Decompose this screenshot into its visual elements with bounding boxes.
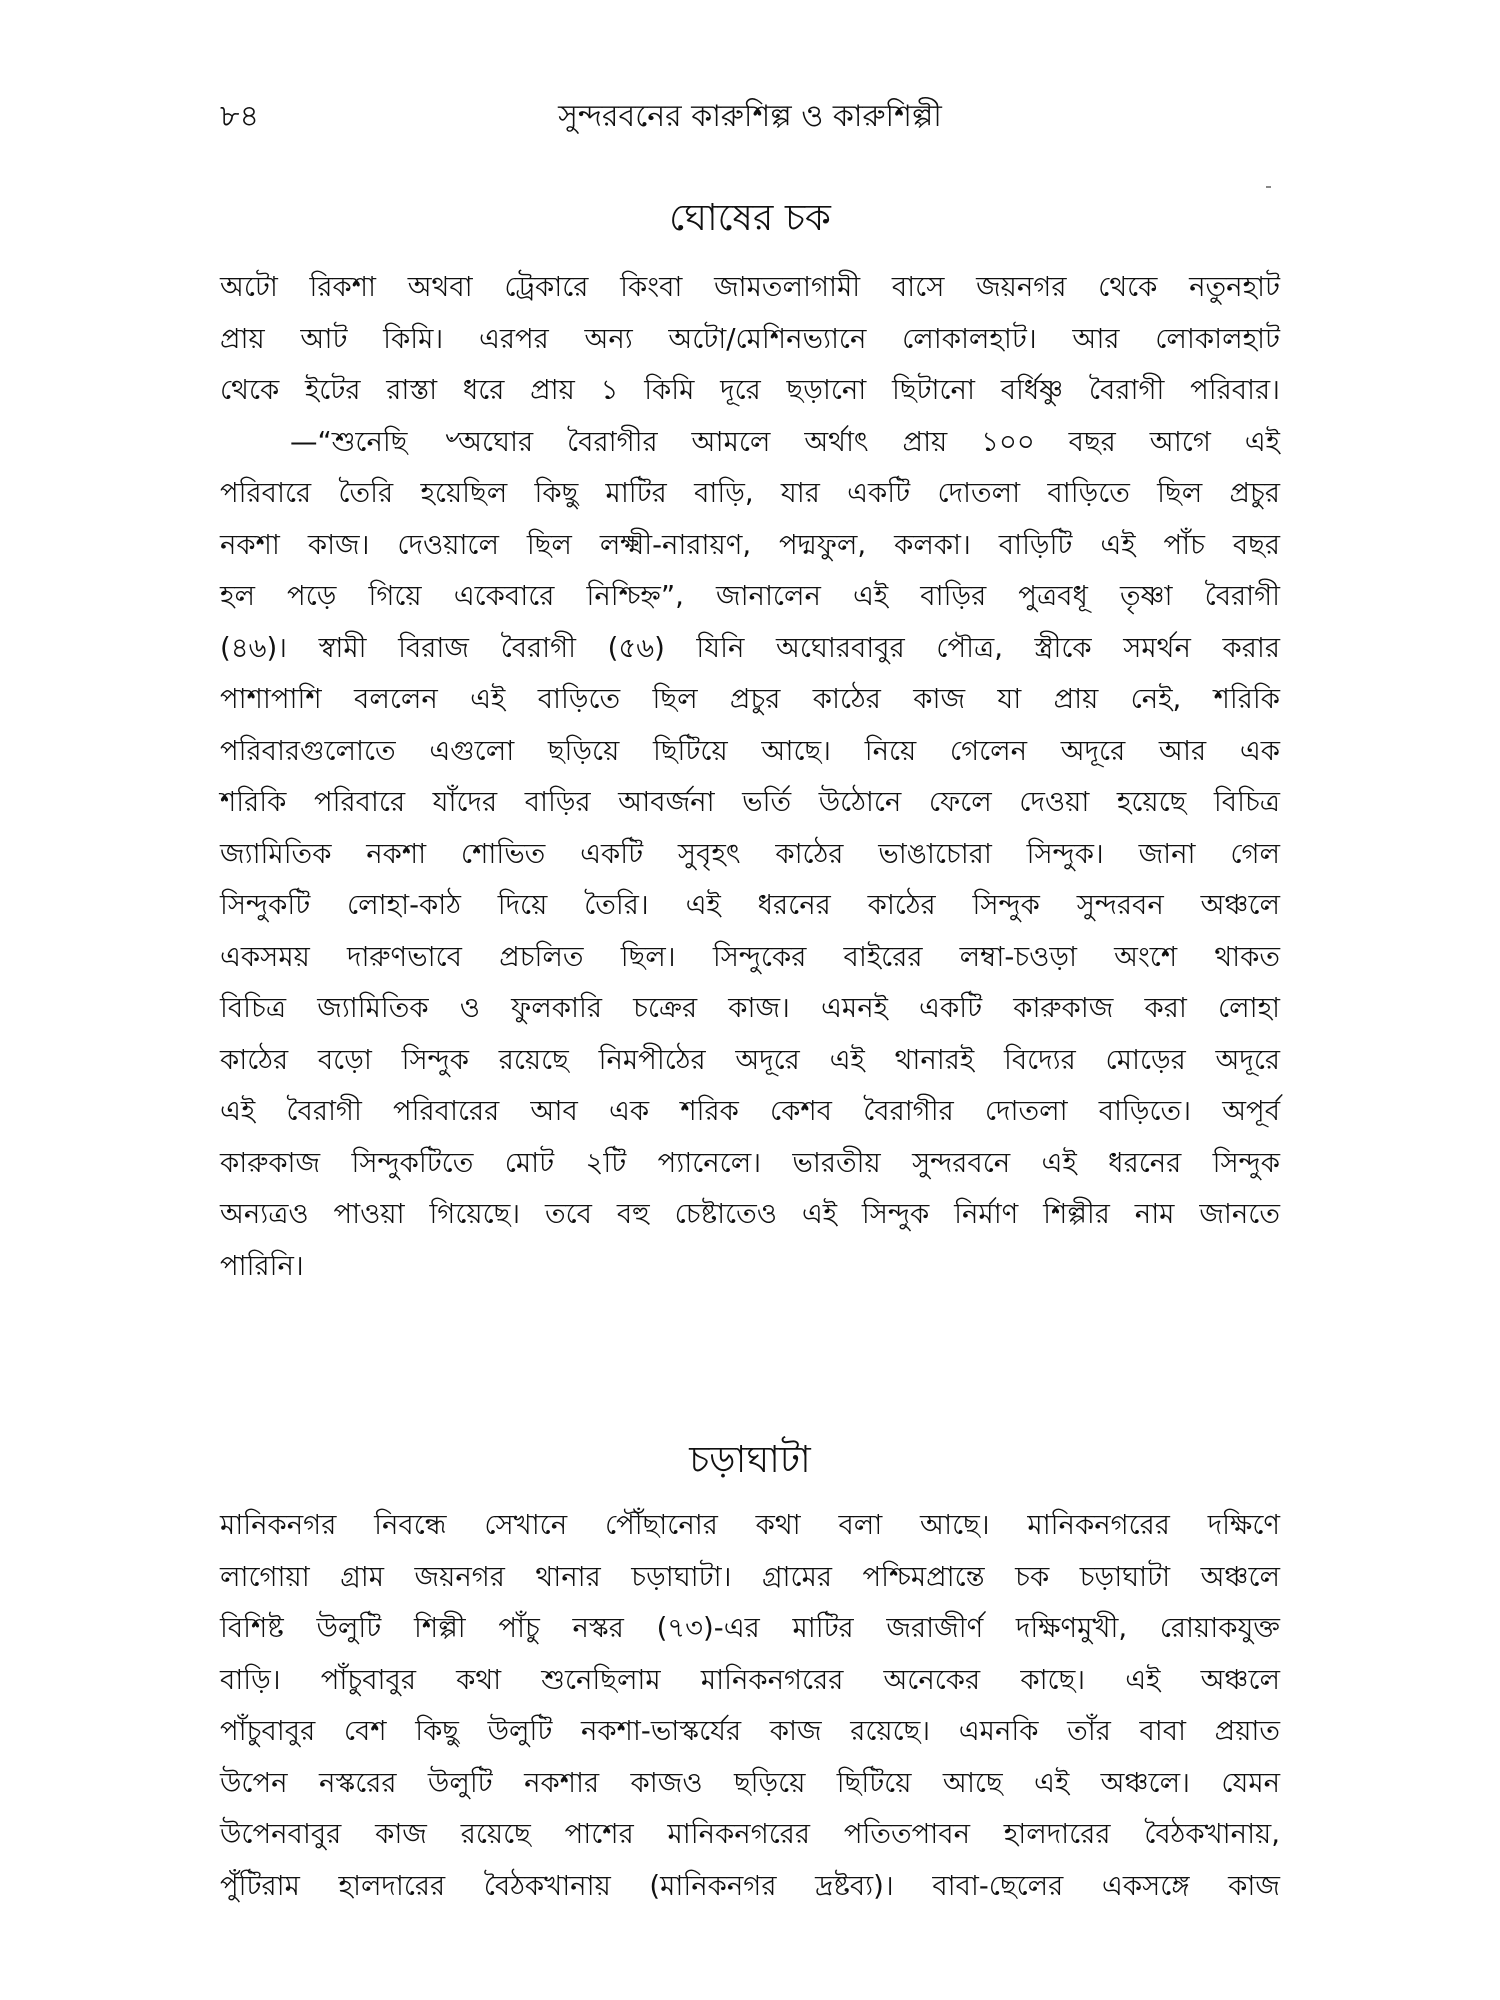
text-line: উপেন নস্করের উলুটি নকশার কাজও ছড়িয়ে ছিটিয়ে আছে এই অঞ্চলে। যেমন xyxy=(220,1766,1280,1799)
text-line: বাড়ি। পাঁচুবাবুর কথা শুনেছিলাম মানিকনগরের অনেকের কাছে। এই অঞ্চলে xyxy=(220,1663,1280,1696)
text-line: বিচিত্র জ্যামিতিক ও ফুলকারি চক্রের কাজ। এমনই একটি কারুকাজ করা লোহা xyxy=(220,992,1280,1024)
text-line: পারিনি। xyxy=(220,1249,304,1282)
text-line: প্রায় আট কিমি। এরপর অন্য অটো/মেশিনভ্যানে লোকালহাট। আর লোকালহাট xyxy=(220,322,1280,355)
text-line: উপেনবাবুর কাজ রয়েছে পাশের মানিকনগরের পতিতপাবন হালদারের বৈঠকখানায়, xyxy=(220,1818,1280,1850)
text-line: সিন্দুকটি লোহা-কাঠ দিয়ে তৈরি। এই ধরনের কাঠের সিন্দুক সুন্দরবন অঞ্চলে xyxy=(220,889,1280,921)
text-line: শরিকি পরিবারে যাঁদের বাড়ির আবর্জনা ভর্তি উঠোনে ফেলে দেওয়া হয়েছে বিচিত্র xyxy=(220,786,1280,818)
text-line: পরিবারে তৈরি হয়েছিল কিছু মাটির বাড়ি, যার একটি দোতলা বাড়িতে ছিল প্রচুর xyxy=(220,477,1280,509)
text-line: (৪৬)। স্বামী বিরাজ বৈরাগী (৫৬) যিনি অঘোরবাবুর পৌত্র, স্ত্রীকে সমর্থন করার xyxy=(220,631,1280,664)
text-line: লাগোয়া গ্রাম জয়নগর থানার চড়াঘাটা। গ্রামের পশ্চিমপ্রান্তে চক চড়াঘাটা অঞ্চলে xyxy=(220,1560,1280,1593)
text-line: কাঠের বড়ো সিন্দুক রয়েছে নিমপীঠের অদূরে এই থানারই বিদ্যের মোড়ের অদূরে xyxy=(220,1043,1280,1076)
text-line: নকশা কাজ। দেওয়ালে ছিল লক্ষ্মী-নারায়ণ, পদ্মফুল, কলকা। বাড়িটি এই পাঁচ বছর xyxy=(220,528,1280,561)
text-line: অটো রিকশা অথবা ট্রেকারে কিংবা জামতলাগামী বাসে জয়নগর থেকে নতুনহাট xyxy=(220,271,1280,303)
section-body-ghosher-chak xyxy=(220,262,1280,1292)
book-title: সুন্দরবনের কারুশিল্প ও কারুশিল্পী xyxy=(558,99,942,134)
text-line: অন্যত্রও পাওয়া গিয়েছে। তবে বহু চেষ্টাতেও এই সিন্দুক নির্মাণ শিল্পীর নাম জানতে xyxy=(220,1198,1280,1230)
text-line: —“শুনেছি ৺অঘোর বৈরাগীর আমলে অর্থাৎ প্রায় ১০০ বছর আগে এই xyxy=(290,425,1280,458)
section-heading-choraghata: চড়াঘাটা xyxy=(689,1438,811,1481)
text-line: এই বৈরাগী পরিবারের আব এক শরিক কেশব বৈরাগীর দোতলা বাড়িতে। অপূর্ব xyxy=(220,1095,1280,1127)
text-line: পাশাপাশি বললেন এই বাড়িতে ছিল প্রচুর কাঠের কাজ যা প্রায় নেই, শরিকি xyxy=(220,683,1280,715)
text-line: মানিকনগর নিবন্ধে সেখানে পৌঁছানোর কথা বলা আছে। মানিকনগরের দক্ষিণে xyxy=(220,1509,1280,1541)
text-line: পাঁচুবাবুর বেশ কিছু উলুটি নকশা-ভাস্কর্যের কাজ রয়েছে। এমনকি তাঁর বাবা প্রয়াত xyxy=(220,1715,1280,1747)
text-line: কারুকাজ সিন্দুকটিতে মোট ২টি প্যানেলে। ভারতীয় সুন্দরবনে এই ধরনের সিন্দুক xyxy=(220,1146,1280,1179)
text-line: একসময় দারুণভাবে প্রচলিত ছিল। সিন্দুকের বাইরের লম্বা-চওড়া অংশে থাকত xyxy=(220,940,1280,973)
text-line: পুঁটিরাম হালদারের বৈঠকখানায় (মানিকনগর দ্রষ্টব্য)। বাবা-ছেলের একসঙ্গে কাজ xyxy=(220,1869,1280,1902)
text-line: পরিবারগুলোতে এগুলো ছড়িয়ে ছিটিয়ে আছে। নিয়ে গেলেন অদূরে আর এক xyxy=(220,734,1280,767)
section-body-choraghata xyxy=(220,1500,1280,1912)
text-line: বিশিষ্ট উলুটি শিল্পী পাঁচু নস্কর (৭৩)-এর মাটির জরাজীর্ণ দক্ষিণমুখী, রোয়াকযুক্ত xyxy=(220,1612,1280,1644)
text-line: জ্যামিতিক নকশা শোভিত একটি সুবৃহৎ কাঠের ভাঙাচোরা সিন্দুক। জানা গেল xyxy=(220,837,1280,870)
running-header xyxy=(220,92,1280,142)
page-number: ৮৪ xyxy=(220,99,259,134)
section-heading-ghosher-chak: ঘোষের চক xyxy=(669,196,831,239)
text-line: থেকে ইটের রাস্তা ধরে প্রায় ১ কিমি দূরে ছড়ানো ছিটানো বর্ধিষ্ণু বৈরাগী পরিবার। xyxy=(220,374,1280,406)
text-line: হল পড়ে গিয়ে একেবারে নিশ্চিহ্ন”, জানালেন এই বাড়ির পুত্রবধূ তৃষ্ণা বৈরাগী xyxy=(220,580,1280,612)
